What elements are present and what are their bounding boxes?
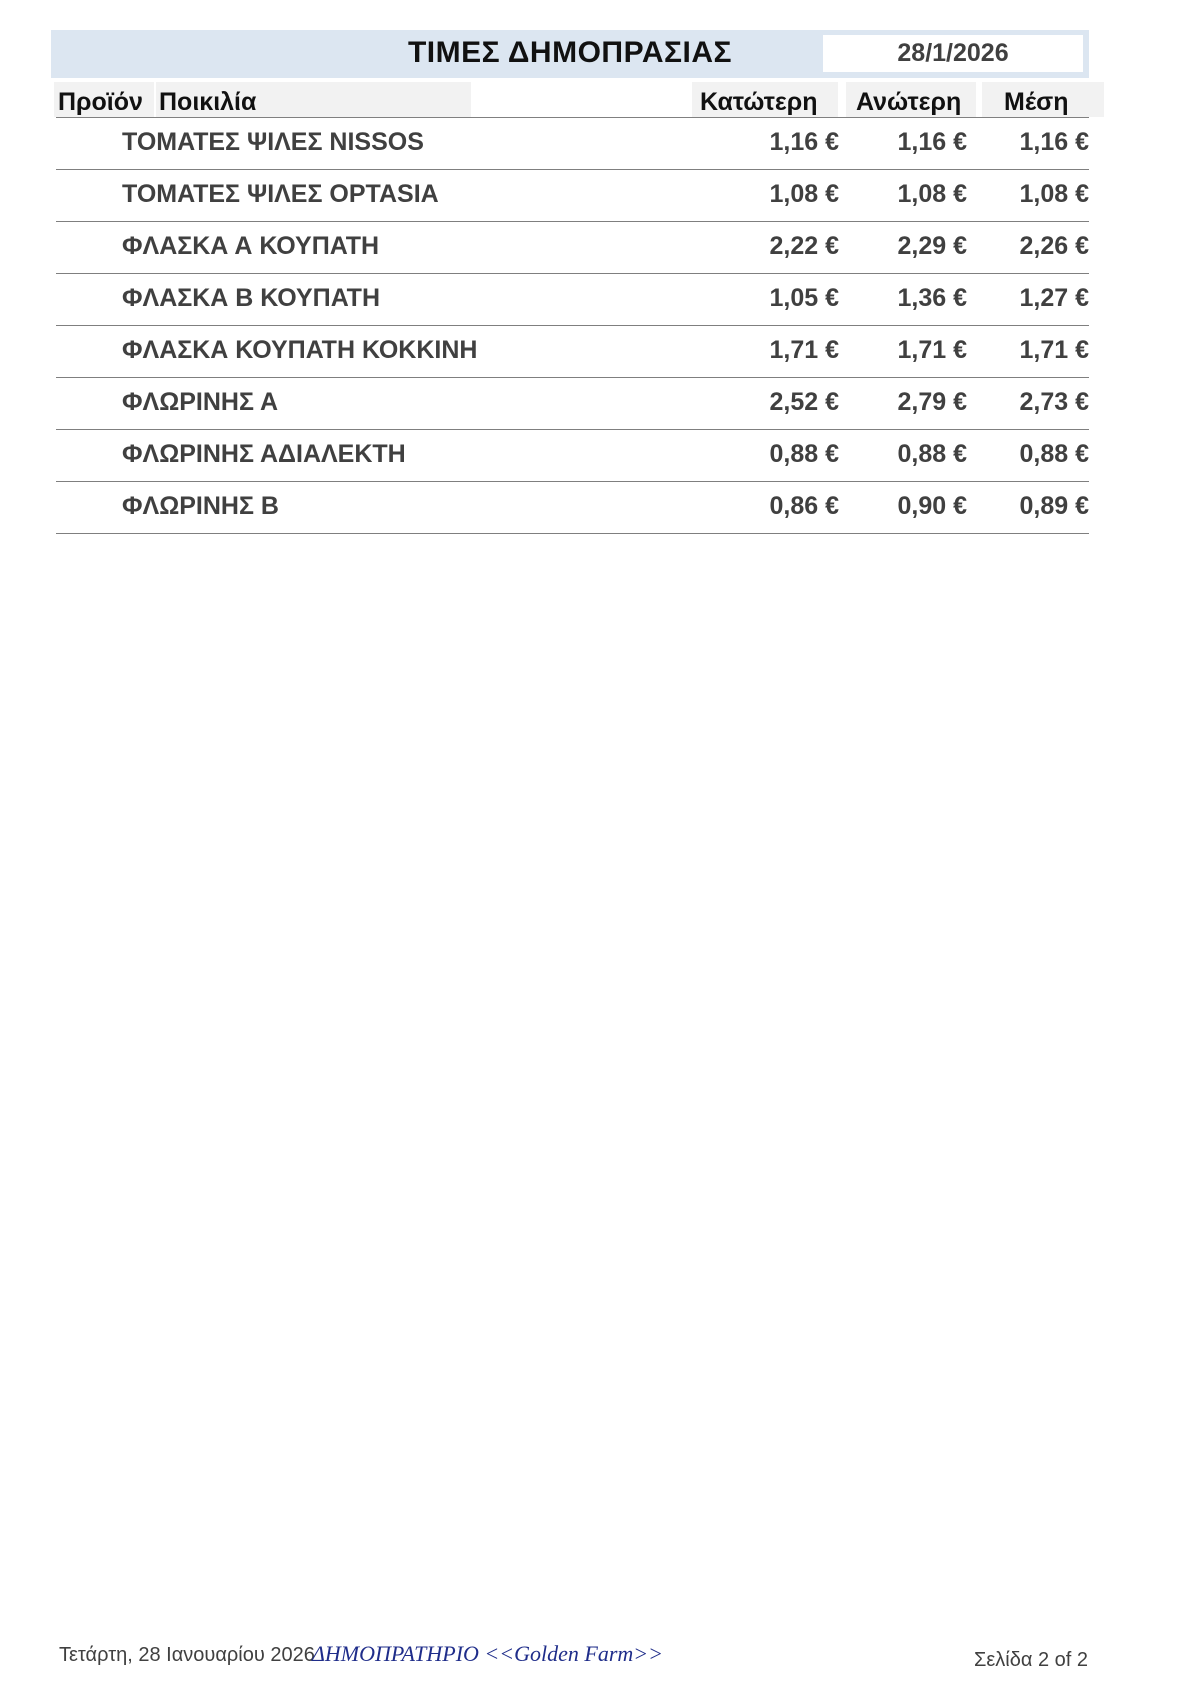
column-header-low: Κατώτερη (692, 82, 838, 117)
avg-price: 0,88 € (1019, 440, 1089, 468)
high-price: 1,36 € (897, 284, 967, 312)
variety-name: ΤΟΜΑΤΕΣ ΨΙΛΕΣ NISSOS (122, 128, 424, 156)
avg-price: 1,71 € (1019, 336, 1089, 364)
avg-price: 2,26 € (1019, 232, 1089, 260)
low-price: 2,52 € (769, 388, 839, 416)
high-price: 2,29 € (897, 232, 967, 260)
table-row (56, 430, 1089, 482)
low-price: 1,08 € (769, 180, 839, 208)
title-bar (51, 30, 1089, 78)
avg-price: 1,08 € (1019, 180, 1089, 208)
table-row (56, 170, 1089, 222)
avg-price: 1,27 € (1019, 284, 1089, 312)
table-row (56, 378, 1089, 430)
column-header-avg: Μέση (982, 82, 1104, 117)
auction-date: 28/1/2026 (823, 35, 1083, 72)
column-header-product: Προϊόν (54, 82, 154, 117)
high-price: 1,71 € (897, 336, 967, 364)
footer-company: ΔΗΜΟΠΡΑΤΗΡΙΟ <<Golden Farm>> (312, 1641, 663, 1666)
variety-name: ΦΛΩΡΙΝΗΣ Α (122, 388, 279, 416)
column-header-variety: Ποικιλία (156, 82, 471, 117)
table-row (56, 222, 1089, 274)
variety-name: ΦΛΩΡΙΝΗΣ ΑΔΙΑΛΕΚΤΗ (122, 440, 406, 468)
variety-name: ΤΟΜΑΤΕΣ ΨΙΛΕΣ OPTASIA (122, 180, 439, 208)
variety-name: ΦΛΩΡΙΝΗΣ Β (122, 492, 279, 520)
variety-name: ΦΛΑΣΚΑ Β ΚΟΥΠΑΤΗ (122, 284, 380, 312)
table-row (56, 326, 1089, 378)
high-price: 0,90 € (897, 492, 967, 520)
footer-date: Τετάρτη, 28 Ιανουαρίου 2026 (59, 1644, 315, 1666)
low-price: 1,05 € (769, 284, 839, 312)
low-price: 1,71 € (769, 336, 839, 364)
high-price: 2,79 € (897, 388, 967, 416)
column-header-high: Ανώτερη (846, 82, 976, 117)
low-price: 2,22 € (769, 232, 839, 260)
table-row (56, 274, 1089, 326)
page-number: Σελίδα 2 of 2 (973, 1649, 1088, 1671)
avg-price: 2,73 € (1019, 388, 1089, 416)
high-price: 0,88 € (897, 440, 967, 468)
avg-price: 1,16 € (1019, 128, 1089, 156)
table-row (56, 118, 1089, 170)
low-price: 1,16 € (769, 128, 839, 156)
variety-name: ΦΛΑΣΚΑ ΚΟΥΠΑΤΗ ΚΟΚΚΙΝΗ (122, 336, 478, 364)
avg-price: 0,89 € (1019, 492, 1089, 520)
page-title: ΤΙΜΕΣ ΔΗΜΟΠΡΑΣΙΑΣ (407, 36, 733, 69)
low-price: 0,88 € (769, 440, 839, 468)
high-price: 1,16 € (897, 128, 967, 156)
high-price: 1,08 € (897, 180, 967, 208)
variety-name: ΦΛΑΣΚΑ Α ΚΟΥΠΑΤΗ (122, 232, 380, 260)
table-row (56, 482, 1089, 534)
low-price: 0,86 € (769, 492, 839, 520)
